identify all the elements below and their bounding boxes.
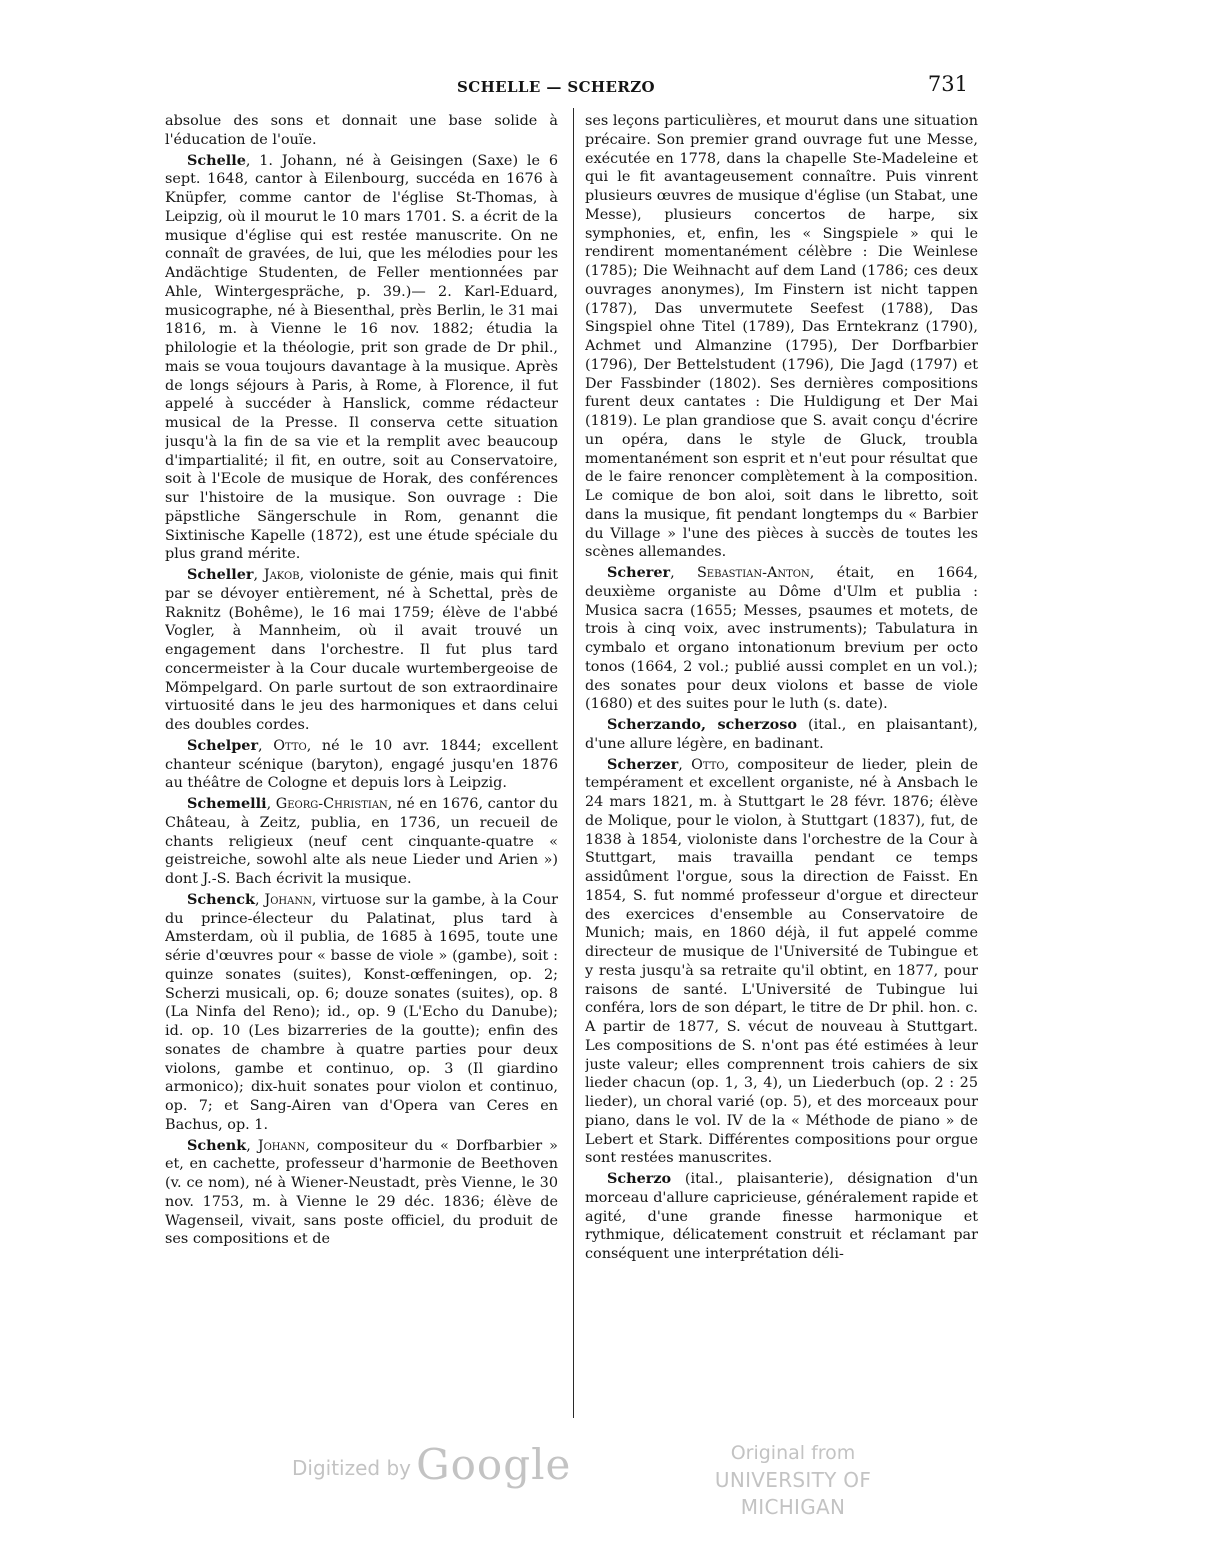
entry-headword: Schenk bbox=[187, 1136, 247, 1154]
entry-text: , violoniste de génie, mais qui finit par se dévoyer entièrement, né à Schettal, près de Raknitz (Bohême), le 16 mai 1759; élève de l'abbé Vogler, à Mannheim, où il avait trouvé un engagement dans l'orchestre. Il fut plus tard concermeister à la Cour ducale wurtembergeoise de Mömpelgard. On parle surtout de son extraordinaire virtuosité dans le jeu des harmoniques et dans celui des doubles cordes. bbox=[165, 567, 558, 733]
dictionary-entry: Scheller, Jakob, violoniste de génie, mais qui finit par se dévoyer entièrement, né à Schettal, près de Raknitz (Bohême), le 16 mai 1759; élève de l'abbé Vogler, à Mannheim, où il avait trouvé un engagement dans l'orchestre. Il fut plus tard concermeister à la Cour ducale wurtembergeoise de Mömpelgard. On parle surtout de son extraordinaire virtuosité dans le jeu des harmoniques et dans celui des doubles cordes. bbox=[165, 566, 558, 733]
dictionary-entry: Schenk, Johann, compositeur du « Dorfbarbier » et, en cachette, professeur d'harmonie de Beethoven (v. ce nom), né à Wiener-Neustadt, près Vienne, le 30 nov. 1753, m. à Vienne le 29 déc. 1836; élève de Wagenseil, vivait, sans poste officiel, du produit de ses compositions et de bbox=[165, 1136, 558, 1248]
entry-forename: Jakob bbox=[263, 567, 300, 583]
entry-forename: Otto bbox=[691, 756, 725, 773]
entry-forename: Otto bbox=[273, 737, 307, 754]
entry-headword: Schenck bbox=[187, 890, 255, 908]
original-from-watermark bbox=[668, 1440, 918, 1521]
column-rule bbox=[573, 108, 574, 1418]
entry-forename: Sebastian-Anton bbox=[696, 565, 810, 581]
entry-headword: Scherzer bbox=[607, 755, 679, 773]
original-from-label: Original from bbox=[730, 1442, 856, 1464]
entry-text: ses leçons particulières, et mourut dans une situation précaire. Son premier grand ouvrage fut une Messe, exécutée en 1778, dans la chapelle Ste-Madeleine et qui le fit avantageusement connaître. Puis vinrent plusieurs œuvres de musique d'église (un Stabat, une Messe), plusieurs concertos de harpe, six symphonies, et, enfin, les « Singspiele » qui le rendirent momentanément célèbre : Die Weinlese (1785); Die Weihnacht auf dem Land (1786; ces deux ouvrages anonymes), Im Finstern ist nicht tappen (1787), Das unvermutete Seefest (1788), Das Singspiel ohne Titel (1789), Das Erntekranz (1790), Achmet und Almanzine (1795), Der Dorfbarbier (1796), Der Bettelstudent (1796), Die Jagd (1797) et Der Fassbinder (1802). Ses dernières compositions furent deux cantates : Die Huldigung et Der Mai (1819). Le plan grandiose que S. avait conçu d'écrire un opéra, dans le style de Gluck, troubla momentanément son esprit et n'eut pour résultat que de le faire renoncer complètement à la composition. Le comique de bon aloi, soit dans le libretto, soit dans la musique, fit pendant longtemps du « Barbier du Village » l'une des pièces à succès de toutes les scènes allemandes. bbox=[585, 113, 978, 561]
google-wordmark: Google bbox=[416, 1440, 572, 1489]
entry-text: , compositeur du « Dorfbarbier » et, en cachette, professeur d'harmonie de Beethoven (v. ce nom), né à Wiener-Neustadt, près Vienne, le 30 nov. 1753, m. à Vienne le 29 déc. 1836; élève de Wagenseil, vivait, sans poste officiel, du produit de ses compositions et de bbox=[165, 1137, 558, 1248]
entry-text: absolue des sons et donnait une base solide à l'éducation de l'ouïe. bbox=[165, 113, 558, 148]
entry-continuation bbox=[165, 112, 558, 150]
dictionary-entry bbox=[585, 1170, 978, 1264]
left-column bbox=[165, 112, 558, 1412]
entry-text: , était, en 1664, deuxième organiste au Dôme d'Ulm et publia : Musica sacra (1655; Messes, psaumes et motets, de trois à cinq voix, avec instruments); Tabulatura in cymbalo et organo intonationum brevium per octo tonos (1664, 2 vol.; publié aussi complet en un vol.); des sonates pour deux violons et basse de viole (1680) et des suites pour le luth (s. date). bbox=[585, 565, 978, 713]
digitized-by-google-watermark bbox=[292, 1440, 571, 1489]
entry-continuation bbox=[585, 112, 978, 562]
entry-text: (ital., plaisanterie), désignation d'un morceau d'allure capricieuse, généralement rapide et agité, d'une grande finesse harmonique et rythmique, délicatement construit et réclamant par conséquent une interprétation déli- bbox=[585, 1171, 978, 1262]
page-header bbox=[162, 72, 972, 106]
running-head: SCHELLE — SCHERZO bbox=[457, 78, 656, 96]
entry-headword: Schemelli bbox=[187, 795, 267, 812]
entry-text: , virtuose sur la gambe, à la Cour du prince-électeur du Palatinat, plus tard à Amsterdam, où il publia, de 1685 à 1695, toute une série d'œuvres pour « basse de viole » (gambe), soit : quinze sonates (suites), Konst-œffeningen, op. 2; Scherzi musicali, op. 6; douze sonates (suites), op. 8 (La Ninfa del Reno); id., op. 9 (L'Echo du Danube); id. op. 10 (Les bizarreries de la goutte); enfin des sonates de chambre à quatre parties pour deux violons, gambe et continuo, op. 3 (Il giardino armonico); dix-huit sonates pour violon et continuo, op. 7; et Sang-Airen van d'Opera van Ceres en Bachus, op. 1. bbox=[165, 891, 558, 1133]
dictionary-entry: Schenck, Johann, virtuose sur la gambe, à la Cour du prince-électeur du Palatinat, plus tard à Amsterdam, où il publia, de 1685 à 1695, toute une série d'œuvres pour « basse de viole » (gambe), soit : quinze sonates (suites), Konst-œffeningen, op. 2; Scherzi musicali, op. 6; douze sonates (suites), op. 8 (La Ninfa del Reno); id., op. 9 (L'Echo du Danube); id. op. 10 (Les bizarreries de la goutte); enfin des sonates de chambre à quatre parties pour deux violons, gambe et continuo, op. 3 (Il giardino armonico); dix-huit sonates pour violon et continuo, op. 7; et Sang-Airen van d'Opera van Ceres en Bachus, op. 1. bbox=[165, 890, 558, 1133]
entry-headword: Schelle bbox=[187, 151, 246, 169]
dictionary-entry bbox=[165, 152, 558, 565]
entry-text: , né en 1676, cantor du Château, à Zeitz, publia, en 1736, un recueil de chants religieux (neuf cent cinquante-quatre « geistreiche, sowohl alte als neue Lieder und Arien ») dont J.-S. Bach écrivit la musique. bbox=[165, 796, 558, 887]
entry-text: (ital., en plaisantant), d'une allure légère, en badinant. bbox=[585, 717, 978, 752]
entry-headword: Scherer bbox=[607, 564, 671, 581]
dictionary-entry bbox=[585, 716, 978, 754]
entry-headword: Schelper bbox=[187, 736, 259, 754]
university-label: UNIVERSITY OF MICHIGAN bbox=[714, 1468, 872, 1519]
digitized-label: Digitized by bbox=[292, 1456, 411, 1480]
right-column bbox=[585, 112, 978, 1412]
entry-headword: Scherzo bbox=[607, 1170, 672, 1187]
entry-text: , né le 10 avr. 1844; excellent chanteur scénique (baryton), engagé jusqu'en 1876 au théâtre de Cologne et depuis lors à Leipzig. bbox=[165, 737, 558, 792]
entry-forename: Georg-Christian bbox=[275, 796, 388, 812]
dictionary-entry: Schelper, Otto, né le 10 avr. 1844; excellent chanteur scénique (baryton), engagé jusqu'en 1876 au théâtre de Cologne et depuis lors à Leipzig. bbox=[165, 736, 558, 792]
entry-text: , compositeur de lieder, plein de tempérament et excellent organiste, né à Ansbach le 24 mars 1821, m. à Stuttgart le 28 févr. 1876; élève de Molique, pour le violon, à Stuttgart (1837), fut, de 1838 à 1854, violoniste dans l'orchestre de la Cour à Stuttgart, mais travailla pendant ce temps assidûment l'orgue, sous la direction de Faisst. En 1854, S. fut nommé professeur d'orgue et directeur des exercices d'ensemble au Conservatoire de Munich; mais, en 1860 déjà, il fut appelé comme directeur de musique de l'Université de Tubingue et y resta jusqu'à sa retraite qu'il obtint, en 1877, pour raisons de santé. L'Université de Tubingue lui conféra, lors de son départ, le titre de Dr phil. hon. c. A partir de 1877, S. vécut de nouveau à Stuttgart. Les compositions de S. n'ont pas été estimées à leur juste valeur; elles comprennent trois cahiers de six lieder chacun (op. 1, 3, 4), un Liederbuch (op. 2 : 25 lieder), un choral varié (op. 5), et des morceaux pour piano, dans le vol. IV de la « Méthode de piano » de Lebert et Stark. Différentes compositions pour orgue sont restées manuscrites. bbox=[585, 756, 978, 1167]
dictionary-entry: Scherer, Sebastian-Anton, était, en 1664, deuxième organiste au Dôme d'Ulm et publia : Musica sacra (1655; Messes, psaumes et motets, de trois à cinq voix, avec instruments); Tabulatura in cymbalo et organo intonationum brevium per octo tonos (1664, 2 vol.; publié aussi complet en un vol.); des sonates pour deux violons et basse de viole (1680) et des suites pour le luth (s. date). bbox=[585, 564, 978, 713]
entry-headword: Scherzando, scherzoso bbox=[607, 716, 797, 733]
entry-forename: Johann bbox=[264, 891, 312, 908]
entry-text: , 1. Johann, né à Geisingen (Saxe) le 6 sept. 1648, cantor à Eilenbourg, succéda en 1676 à Knüpfer, comme cantor de l'église St-Thomas, à Leipzig, où il mourut le 10 mars 1701. S. a écrit de la musique d'église qui est restée manuscrite. On ne connaît de gravées, de lui, que les mélodies pour les Andächtige Studenten, de Feller mentionnées par Ahle, Wintergespräche, p. 39.)— 2. Karl-Eduard, musicographe, né à Biesenthal, près Berlin, le 31 mai 1816, m. à Vienne le 16 nov. 1882; étudia la philologie et la théologie, prit son grade de Dr phil., mais se voua toujours davantage à la musique. Après de longs séjours à Paris, à Rome, à Florence, il fut appelé à succéder à Hanslick, comme rédacteur musical de la Presse. Il conserva cette situation jusqu'à la fin de sa vie et la remplit avec beaucoup d'impartialité; il fit, en outre, soit au Conservatoire, soit à l'Ecole de musique de Horak, des conférences sur l'histoire de la musique. Son ouvrage : Die päpstliche Sängerschule in Rom, genannt die Sixtinische Kapelle (1872), est une étude spéciale du plus grand mérite. bbox=[165, 152, 558, 563]
entry-forename: Johann bbox=[257, 1137, 306, 1154]
dictionary-entry: Scherzer, Otto, compositeur de lieder, plein de tempérament et excellent organiste, né à Ansbach le 24 mars 1821, m. à Stuttgart le 28 févr. 1876; élève de Molique, pour le violon, à Stuttgart (1837), fut, de 1838 à 1854, violoniste dans l'orchestre de la Cour à Stuttgart, mais travailla pendant ce temps assidûment l'orgue, sous la direction de Faisst. En 1854, S. fut nommé professeur d'orgue et directeur des exercices d'ensemble au Conservatoire de Munich; mais, en 1860 déjà, il fut appelé comme directeur de musique de l'Université de Tubingue et y resta jusqu'à sa retraite qu'il obtint, en 1877, pour raisons de santé. L'Université de Tubingue lui conféra, lors de son départ, le titre de Dr phil. hon. c. A partir de 1877, S. vécut de nouveau à Stuttgart. Les compositions de S. n'ont pas été estimées à leur juste valeur; elles comprennent trois cahiers de six lieder chacun (op. 1, 3, 4), un Liederbuch (op. 2 : 25 lieder), un choral varié (op. 5), et des morceaux pour piano, dans le vol. IV de la « Méthode de piano » de Lebert et Stark. Différentes compositions pour orgue sont restées manuscrites. bbox=[585, 755, 978, 1167]
entry-headword: Scheller bbox=[187, 566, 254, 583]
page-number: 731 bbox=[927, 72, 968, 96]
dictionary-entry: Schemelli, Georg-Christian, né en 1676, cantor du Château, à Zeitz, publia, en 1736, un recueil de chants religieux (neuf cent cinquante-quatre « geistreiche, sowohl alte als neue Lieder und Arien ») dont J.-S. Bach écrivit la musique. bbox=[165, 795, 558, 887]
